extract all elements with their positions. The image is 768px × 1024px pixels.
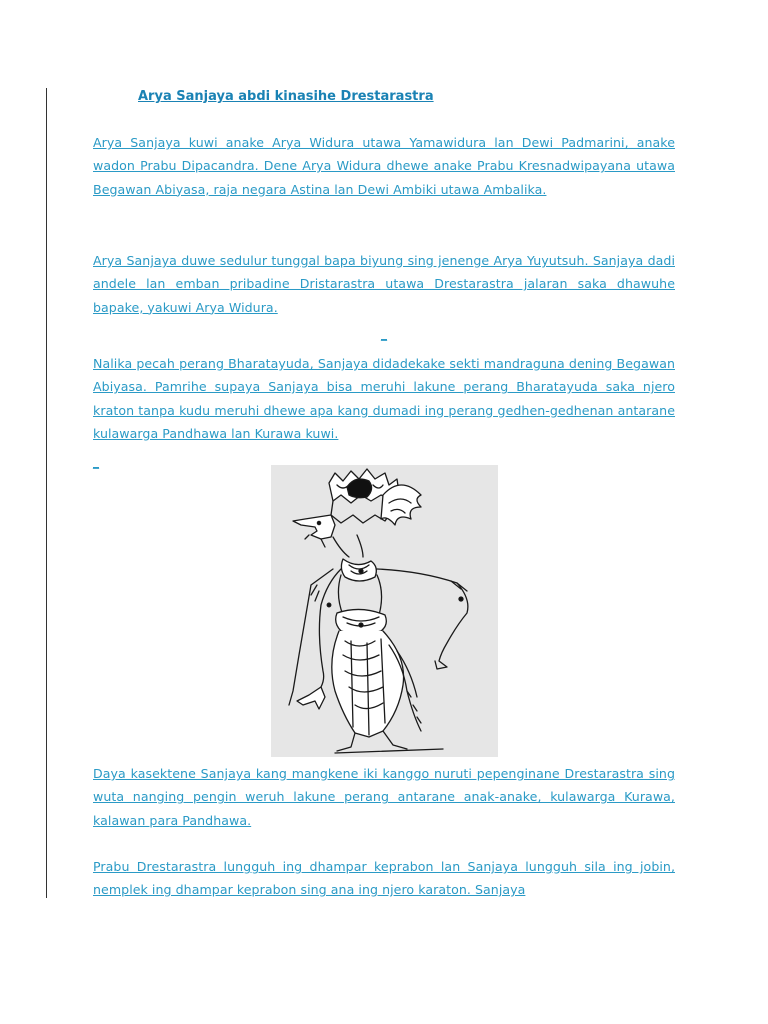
- paragraph-1: Arya Sanjaya kuwi anake Arya Widura utawa Yamawidura lan Dewi Padmarini, anake wadon Prabu Dipacandra. Dene Arya Widura dhewe anake Prabu Kresnadwipayana utawa Begawan Abiyasa, raja negara Astina lan Dewi Ambiki utawa Ambalika.: [93, 135, 675, 197]
- separator-mark-2: _: [93, 455, 99, 469]
- document-title: Arya Sanjaya abdi kinasihe Drestarastra: [138, 89, 434, 104]
- paragraph-5: Prabu Drestarastra lungguh ing dhampar keprabon lan Sanjaya lungguh sila ing jobin, nemplek ing dhampar keprabon sing ana ing njero karaton. Sanjaya: [93, 859, 675, 898]
- paragraph-3: Nalika pecah perang Bharatayuda, Sanjaya didadekake sekti mandraguna dening Begawan Abiyasa. Pamrihe supaya Sanjaya bisa meruhi lakune perang Bharatayuda saka njero kraton tanpa kudu meruhi dhewe apa kang dumadi ing perang gedhen-gedhenan antarane kulawarga Pandhawa lan Kurawa kuwi.: [93, 356, 675, 441]
- paragraph-4: Daya kasektene Sanjaya kang mangkene iki kanggo nuruti pepenginane Drestarastra sing wuta nanging pengin weruh lakune perang antarane anak-anake, kulawarga Kurawa, kalawan para Pandhawa.: [93, 766, 675, 828]
- page-margin-rule: [46, 88, 47, 898]
- separator-mark-1: _: [381, 327, 387, 341]
- wayang-puppet-illustration: [271, 465, 498, 757]
- wayang-puppet-drawing: [271, 465, 498, 757]
- paragraph-2: Arya Sanjaya duwe sedulur tunggal bapa biyung sing jenenge Arya Yuyutsuh. Sanjaya dadi andele lan emban pribadine Dristarastra utawa Drestarastra jalaran saka dhawuhe bapake, yakuwi Arya Widura.: [93, 253, 675, 315]
